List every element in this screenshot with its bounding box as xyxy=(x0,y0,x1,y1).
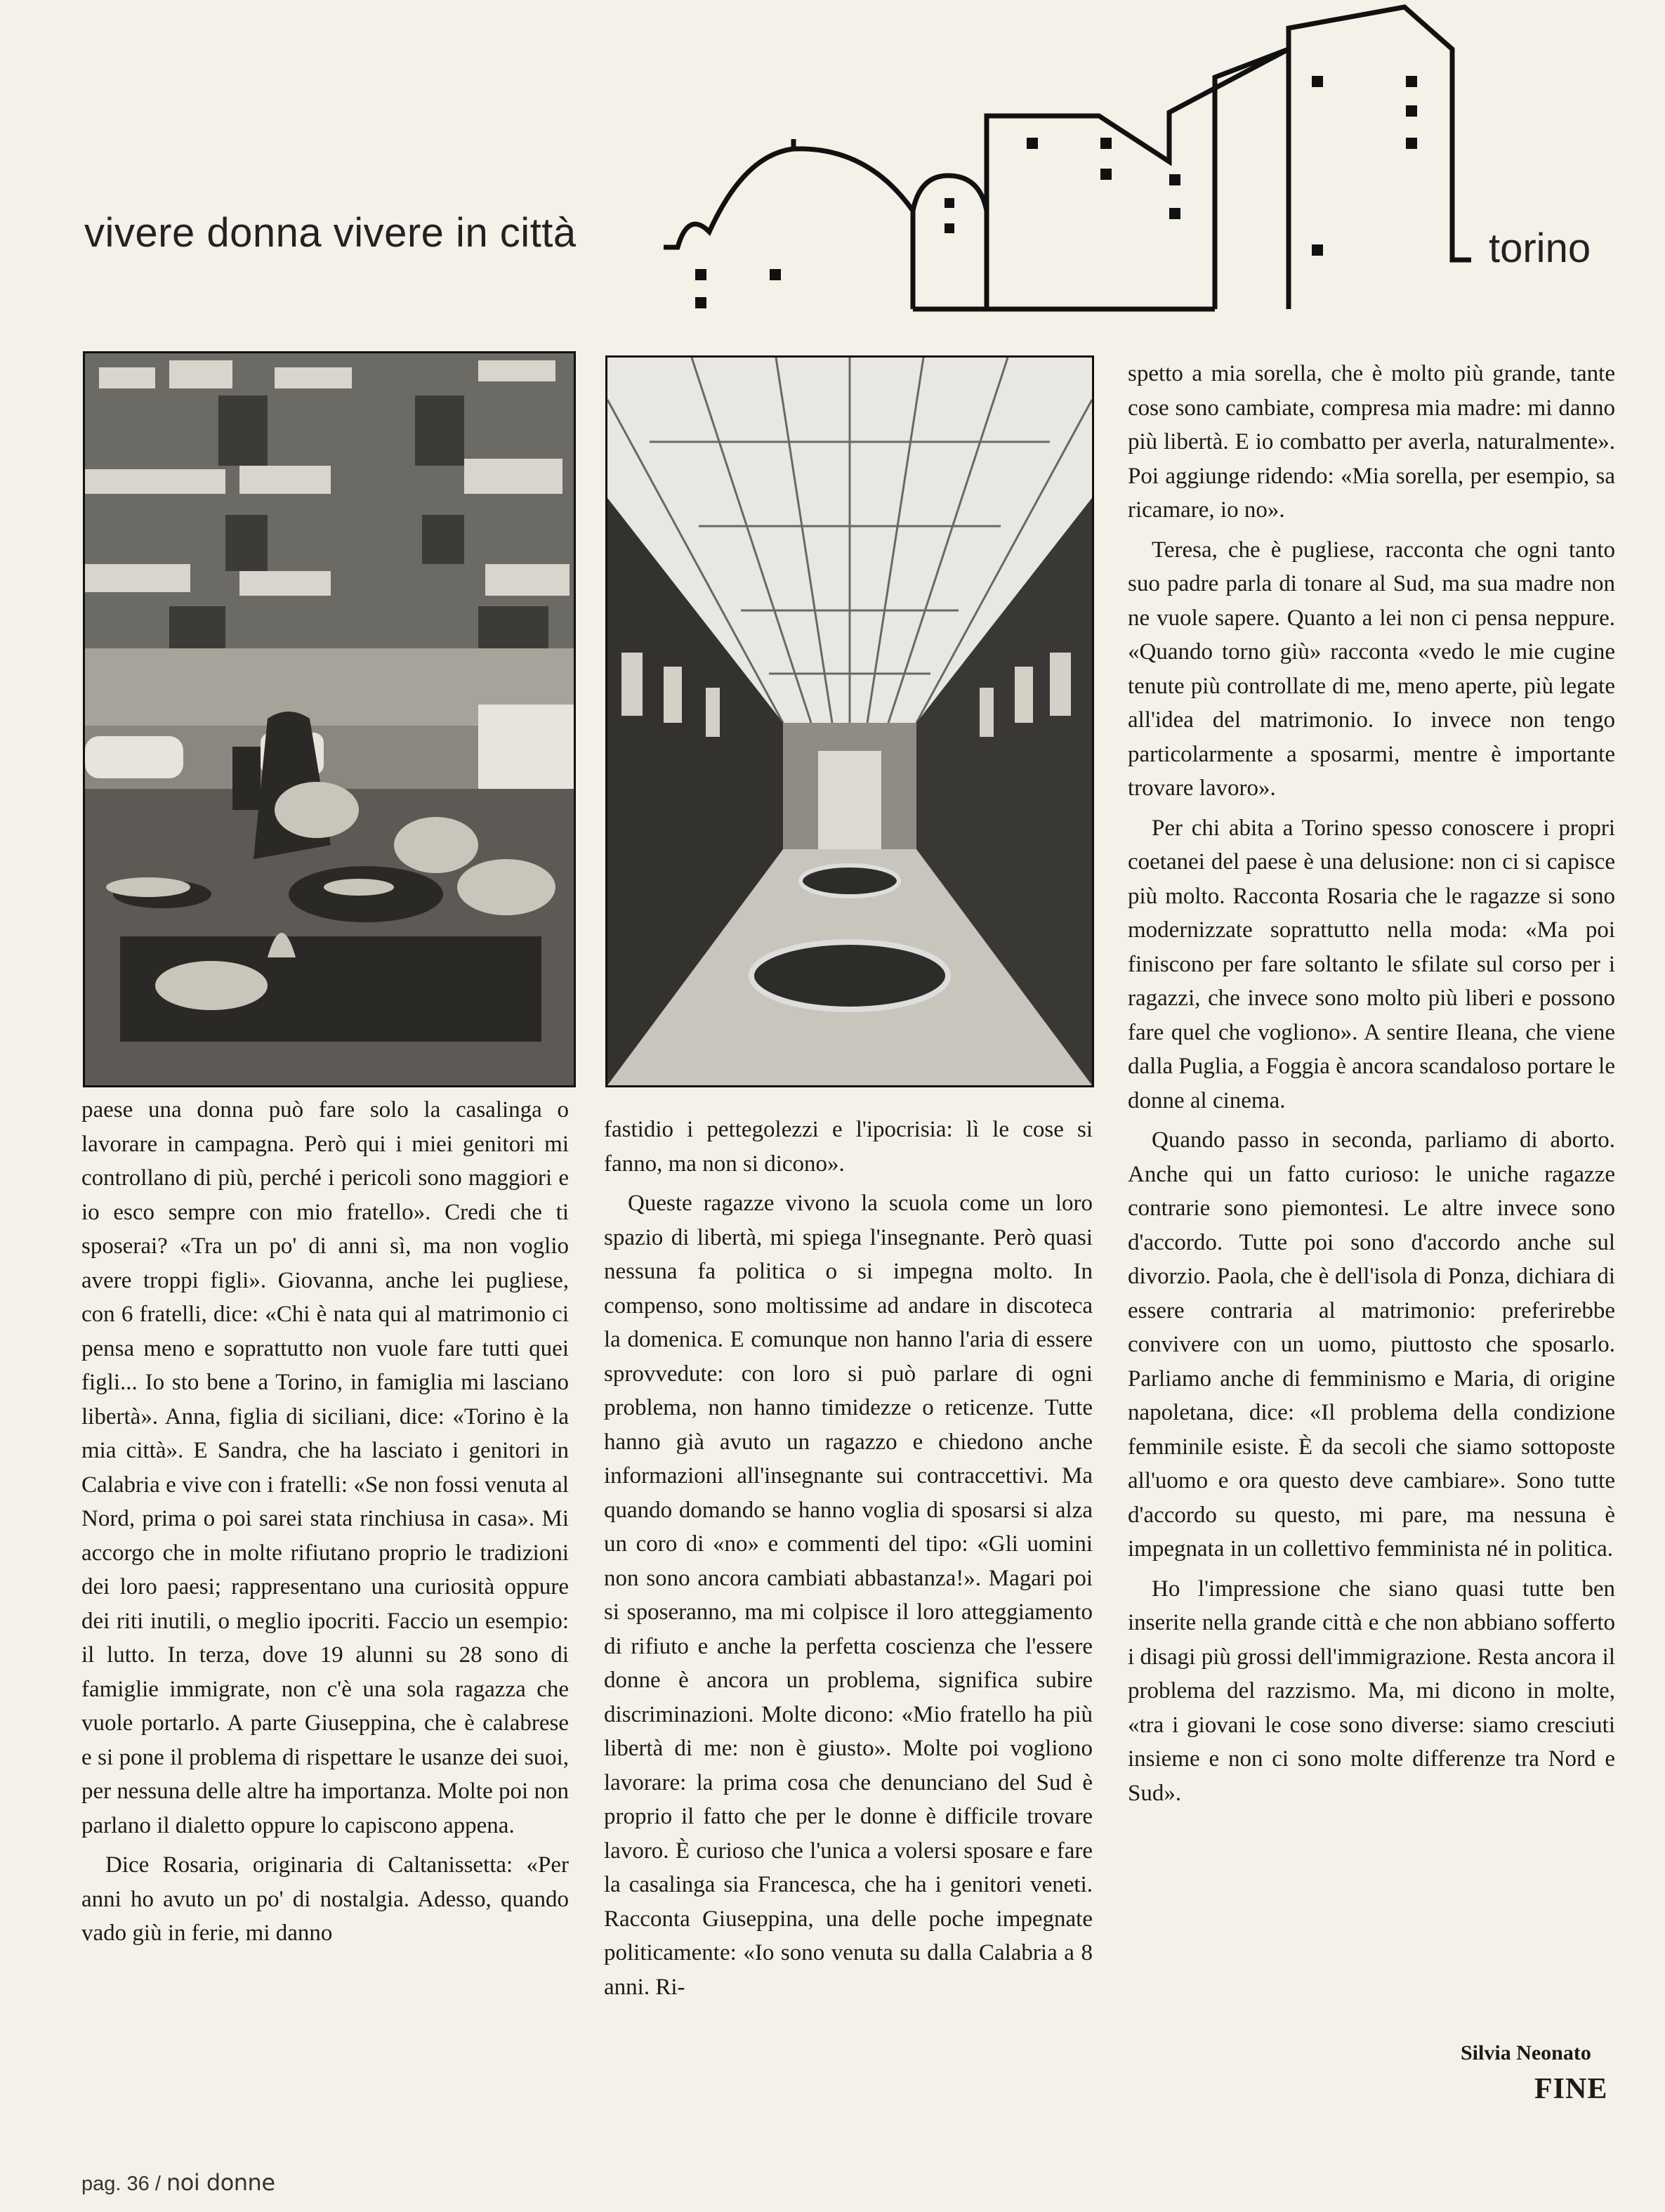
page-footer xyxy=(81,2169,275,2196)
article-paragraph: paese una donna può fare solo la casalinga o lavorare in campagna. Però qui i miei genitori mi controllano di più, perché i pericoli sono maggiori e io esco sempre con mio fratello». Credi che ti sposerai? «Tra un po' di anni sì, ma non voglio avere troppi figli». Giovanna, anche lei pugliese, con 6 fratelli, dice: «Chi è nata qui al matrimonio ci pensa meno e soprattutto non vuole fare tutti quei figli... Io sto bene a Torino, in famiglia mi lasciano libertà». Anna, figlia di siciliani, dice: «Torino è la mia città». E Sandra, che ha lasciato i genitori in Calabria e vive con i fratelli: «Se non fossi venuta al Nord, prima o poi sarei stata rinchiusa in casa». Mi accorgo che in molte rifiutano proprio le tradizioni dei loro paesi; rappresentano una curiosità oppure dei riti inutili, o meglio ipocriti. Faccio un esempio: il lutto. In terza, dove 19 alunni su 28 sono di famiglie immigrate, non c'è una sola ragazza che vuole portarlo. A parte Giuseppina, che è calabrese e si pone il problema di rispettare le usanze dei suoi, per nessuna delle altre ha importanza. Molte poi non parlano il dialetto oppure lo capiscono appena. xyxy=(81,1097,569,1838)
article-column-2 xyxy=(604,1113,1093,2004)
article-paragraph: Dice Rosaria, originaria di Caltanissetta: «Per anni ho avuto un po' di nostalgia. Adesso, quando vado giù in ferie, mi danno xyxy=(81,1852,569,1946)
magazine-name: noi donne xyxy=(166,2169,275,2196)
article-paragraph: Quando passo in seconda, parliamo di aborto. Anche qui un fatto curioso: le uniche ragazze contrarie sono piemontesi. Le altre invece sono d'accordo. Tutte poi sono d'accordo anche sul divorzio. Paola, che è dell'isola di Ponza, dichiara di essere contraria al matrimonio: preferirebbe convivere con un uomo, piuttosto che sposarlo. Parliamo anche di femminismo e Maria, di origine napoletana, dice: «Il problema della condizione femminile esiste. È da secoli che siamo sottoposte all'uomo e ora questo deve cambiare». Sono tutte d'accordo su questo, mi pare, ma nessuna è impegnata in un collettivo femminista né in politica. xyxy=(1128,1127,1615,1562)
article-paragraph: Ho l'impressione che siano quasi tutte ben inserite nella grande città e che non abbiano sofferto i disagi più grossi dell'immigrazione. Resta ancora il problema del razzismo. Ma, mi dicono in molte, «tra i giovani le cose sono diverse: siamo cresciuti insieme e non ci sono molte differenze tra Nord e Sud». xyxy=(1128,1576,1615,1806)
author-byline: Silvia Neonato xyxy=(1461,2041,1591,2064)
article-paragraph: spetto a mia sorella, che è molto più grande, tante cose sono cambiate, compresa mia madre: mi danno più libertà. E io combatto per averla, naturalmente». Poi aggiunge ridendo: «Mia sorella, per esempio, sa ricamare, io no». xyxy=(1128,361,1615,523)
glass-roofed-gallery-photo xyxy=(605,355,1094,1087)
article-column-1 xyxy=(81,1093,569,1951)
end-marker: FINE xyxy=(1534,2073,1608,2105)
page-number: pag. 36 xyxy=(81,2173,150,2195)
article-paragraph: Teresa, che è pugliese, racconta che ogni tanto suo padre parla di tonare al Sud, ma sua madre non ne vuole sapere. Quanto a lei non ci pensa neppure. «Quando torno giù» racconta «vedo le mie cugine tenute più controllate di me, meno aperte, più legate all'idea del matrimonio. Io invece non tengo particolarmente a sposarmi, mentre è importante trovare lavoro». xyxy=(1128,537,1615,801)
article-paragraph: fastidio i pettegolezzi e l'ipocrisia: lì le cose si fanno, ma non si dicono». xyxy=(604,1117,1093,1177)
article-paragraph: Queste ragazze vivono la scuola come un loro spazio di libertà, mi spiega l'insegnante. Però quasi nessuna fa politica o si impegna molto. In compenso, sono moltissime ad andare in discoteca la domenica. E comunque non hanno l'aria di essere sprovvedute: con loro si può parlare di ogni problema, non hanno timidezze o reticenze. Tutte hanno già avuto un ragazzo e chiedono anche informazioni all'insegnante sui contraccettivi. Ma quando domando se hanno voglia di sposarsi si alza un coro di «no» e commenti del tipo: «Gli uomini non sono ancora cambiati abbastanza!». Magari poi si sposeranno, ma mi colpisce il loro atteggiamento di rifiuto e anche la perfetta coscienza che l'essere donne è ancora un problema, significa subire discriminazioni. Molte dicono: «Mio fratello ha più libertà di me: non è giusto». Molte poi vogliono lavorare: la prima cosa che denunciano del Sud è proprio il fatto che per le donne è difficile trovare lavoro. È curioso che l'unica a volersi sposare e fare la casalinga sia Francesca, che ha i genitori veneti. Racconta Giuseppina, una delle poche impegnate politicamente: «Io sono venuta su dalla Calabria a 8 anni. Ri- xyxy=(604,1191,1093,2000)
article-paragraph: Per chi abita a Torino spesso conoscere i propri coetanei del paese è una delusione: non ci si capisce più molto. Racconta Rosaria che le ragazze si sono modernizzate soprattutto nella moda: «Ma poi finiscono per fare soltanto le sfilate sul corso per i ragazzi, che invece sono molto più liberi e possono fare quel che vogliono». A sentire Ileana, che viene dalla Puglia, a Foggia è ancora scandaloso portare le donne al cinema. xyxy=(1128,815,1615,1113)
skyline-logo-icon xyxy=(660,0,1482,323)
city-label: torino xyxy=(1489,225,1591,271)
footer-separator: / xyxy=(154,2173,161,2195)
street-market-photo xyxy=(83,351,576,1087)
section-title: vivere donna vivere in città xyxy=(84,210,577,256)
article-column-3 xyxy=(1128,357,1615,1810)
